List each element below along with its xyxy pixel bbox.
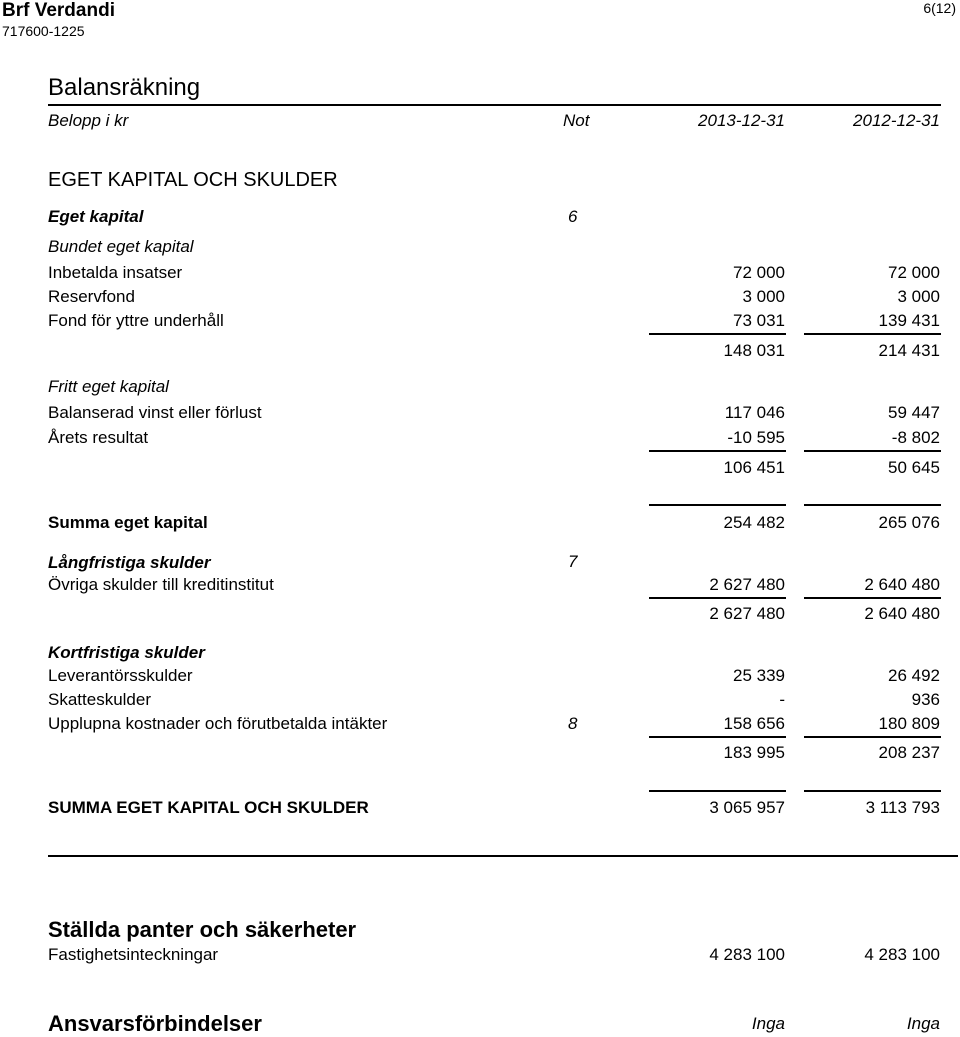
subtotal-rule [804, 450, 941, 452]
subtotal-rule [804, 736, 941, 738]
grand-total-label: SUMMA EGET KAPITAL OCH SKULDER [48, 798, 369, 817]
value-2013: Inga [751, 1014, 785, 1033]
subtotal-2013: 106 451 [723, 458, 785, 477]
subtotal-rule [649, 333, 786, 335]
value-2013: 4 283 100 [709, 945, 785, 964]
unit-label: Belopp i kr [48, 111, 129, 130]
fritt-eget-kapital-heading: Fritt eget kapital [48, 377, 169, 396]
value-2012: 936 [911, 690, 940, 709]
value-2013: - [779, 690, 785, 709]
subtotal-2013: 2 627 480 [709, 604, 785, 623]
subtotal-rule [804, 597, 941, 599]
kortfristiga-skulder-heading: Kortfristiga skulder [48, 643, 205, 662]
subtotal-2013: 183 995 [723, 743, 785, 762]
value-2012: 72 000 [888, 263, 940, 282]
total-rule [649, 790, 786, 792]
section-title: EGET KAPITAL OCH SKULDER [48, 169, 338, 191]
row-label: Fastighetsinteckningar [48, 945, 219, 964]
value-2013: 25 339 [733, 666, 785, 685]
grand-total-2013: 3 065 957 [709, 798, 785, 817]
value-2013: 117 046 [724, 403, 785, 422]
column-header-2013: 2013-12-31 [698, 111, 785, 130]
subtotal-rule [804, 333, 941, 335]
subtotal-2013: 148 031 [723, 341, 785, 360]
value-2012: Inga [906, 1014, 940, 1033]
subtotal-rule [649, 736, 786, 738]
section-divider [48, 855, 958, 857]
row-label: Inbetalda insatser [48, 263, 183, 282]
value-2013: -10 595 [727, 428, 785, 447]
org-number: 717600-1225 [2, 23, 85, 39]
column-header-2012: 2012-12-31 [853, 111, 940, 130]
value-2012: 4 283 100 [864, 945, 940, 964]
eget-kapital-heading: Eget kapital [48, 207, 144, 226]
row-label: Balanserad vinst eller förlust [48, 403, 262, 422]
note-column-header: Not [563, 111, 590, 130]
value-2013: 158 656 [723, 714, 785, 733]
value-2012: 180 809 [878, 714, 940, 733]
row-label: Årets resultat [48, 428, 149, 447]
note-reference: 8 [568, 714, 578, 733]
value-2012: 26 492 [888, 666, 940, 685]
page-title: Balansräkning [48, 74, 201, 101]
subtotal-2012: 208 237 [878, 743, 940, 762]
total-2012: 265 076 [878, 513, 940, 532]
value-2012: 139 431 [878, 311, 940, 330]
total-rule [804, 790, 941, 792]
title-rule [48, 104, 941, 106]
value-2013: 3 000 [742, 287, 785, 306]
subtotal-2012: 2 640 480 [864, 604, 940, 623]
stallda-panter-title: Ställda panter och säkerheter [48, 917, 357, 942]
value-2013: 2 627 480 [709, 575, 785, 594]
value-2012: 59 447 [888, 403, 940, 422]
total-rule [649, 504, 786, 506]
row-label: Reservfond [48, 287, 135, 306]
row-label: Övriga skulder till kreditinstitut [48, 575, 274, 594]
row-label: Fond för yttre underhåll [48, 311, 224, 330]
value-2013: 72 000 [733, 263, 785, 282]
ansvarsforbindelser-title: Ansvarsförbindelser [48, 1011, 262, 1036]
subtotal-rule [649, 597, 786, 599]
subtotal-rule [649, 450, 786, 452]
row-label: Skatteskulder [48, 690, 151, 709]
langfristiga-skulder-heading: Långfristiga skulder [48, 553, 211, 572]
note-reference: 6 [568, 207, 578, 226]
org-name: Brf Verdandi [2, 0, 115, 21]
value-2012: 3 000 [897, 287, 940, 306]
total-2013: 254 482 [723, 513, 785, 532]
summa-eget-kapital-label: Summa eget kapital [48, 513, 208, 532]
grand-total-2012: 3 113 793 [865, 798, 940, 817]
value-2012: -8 802 [891, 428, 940, 447]
row-label: Leverantörsskulder [48, 666, 193, 685]
value-2012: 2 640 480 [864, 575, 940, 594]
note-reference: 7 [568, 552, 578, 571]
subtotal-2012: 214 431 [878, 341, 940, 360]
value-2013: 73 031 [733, 311, 785, 330]
total-rule [804, 504, 941, 506]
row-label: Upplupna kostnader och förutbetalda intäkter [48, 714, 388, 733]
subtotal-2012: 50 645 [888, 458, 940, 477]
bundet-eget-kapital-heading: Bundet eget kapital [48, 237, 194, 256]
page-number: 6(12) [923, 0, 956, 16]
